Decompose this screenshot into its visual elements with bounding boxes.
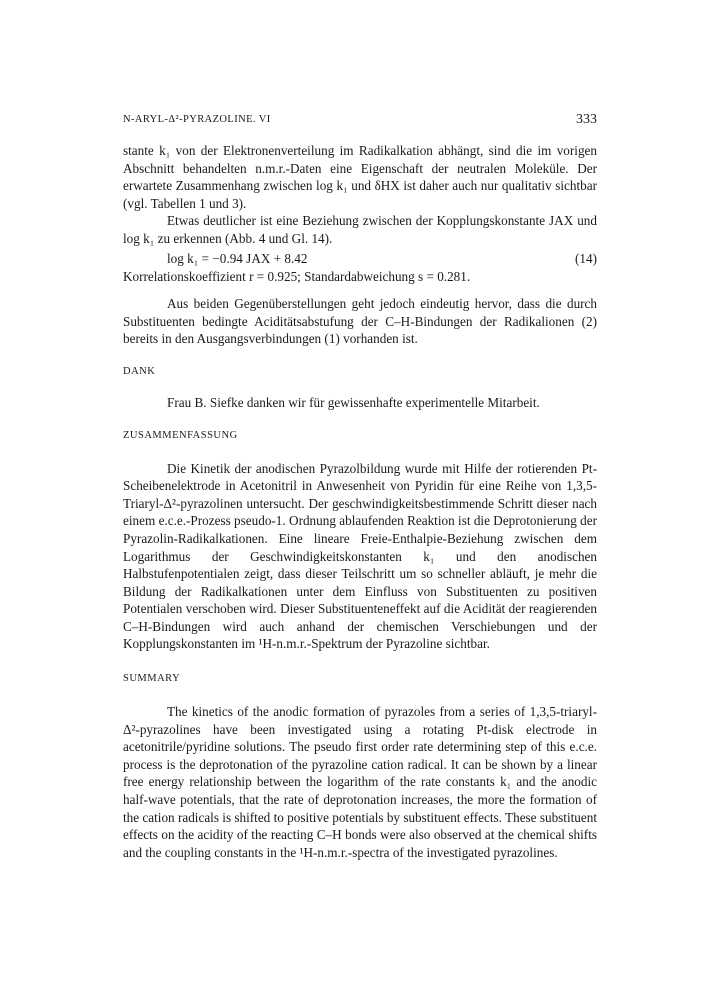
page-content: [123, 142, 597, 861]
summary-text: The kinetics of the anodic formation of pyrazoles from a series of 1,3,5-triaryl-Δ²-pyrazolines have been investigated using a rotating Pt-disk electrode in acetonitrile/pyridine solutions. The pseudo first order rate determining step of this e.c.e. process is the deprotonation of the pyrazoline cation radical. It can be shown by a linear free energy relationship between the logarithm of the rate constants k₁ and the anodic half-wave potentials, that the rate of deprotonation increases, the more the formation of the cation radicals is shifted to positive potentials by substituent effects. These substituent effects on the acidity of the reacting C–H bonds were also observed at the chemical shifts and the coupling constants in the ¹H-n.m.r.-spectra of the investigated pyrazolines.: [123, 704, 597, 860]
correlation-line: Korrelationskoeffizient r = 0.925; Standardabweichung s = 0.281.: [123, 268, 471, 284]
equation-number: (14): [575, 250, 597, 266]
zusammenfassung-text: Die Kinetik der anodischen Pyrazolbildung wurde mit Hilfe der rotierenden Pt-Scheibenelektrode in Acetonitril in Anwesenheit von Pyridin für eine Reihe von 1,3,5-Triaryl-Δ²-pyrazolinen untersucht. Der geschwindigkeitsbestimmende Schritt dieser nach einem e.c.e.-Prozess pseudo-1. Ordnung ablaufenden Reaktion ist die Deprotonierung der Pyrazolin-Radikalkationen. Eine lineare Freie-Enthalpie-Beziehung zwischen dem Logarithmus der Geschwindigkeitskonstanten k₁ und den anodischen Halbstufenpotentialen zeigt, dass dieser Teilschritt um so schneller abläuft, je mehr die Bildung der Radikalkationen unter dem Einfluss von Substituenten zu positiven Potentialen verschoben wird. Dieser Substituenteneffekt auf die Acidität der reagierenden C–H-Bindungen wird auch anhand der chemischen Verschiebungen und der Kopplungskonstanten im ¹H-n.m.r.-Spektrum der Pyrazoline sichtbar.: [123, 460, 597, 652]
heading-summary: SUMMARY: [123, 673, 181, 685]
equation-text: log k₁ = −0.94 JAX + 8.42: [167, 250, 308, 266]
running-title: N-ARYL-Δ²-PYRAZOLINE. VI: [123, 114, 271, 125]
running-header: [123, 114, 597, 130]
paragraph-coupling: Etwas deutlicher ist eine Beziehung zwischen der Kopplungskonstante JAX und log k₁ zu erkennen (Abb. 4 und Gl. 14).: [123, 213, 597, 246]
heading-zusammenfassung: ZUSAMMENFASSUNG: [123, 429, 238, 441]
paragraph-conclusion: Aus beiden Gegenüberstellungen geht jedoch eindeutig hervor, dass die durch Substituenten bedingte Aciditätsabstufung der C–H-Bindungen der Radikalionen (2) bereits in den Ausgangsverbindungen (1) vorhanden ist.: [123, 296, 597, 347]
equation-14: [123, 250, 597, 268]
acknowledgement-text: Frau B. Siefke danken wir für gewissenhafte experimentelle Mitarbeit.: [167, 394, 540, 410]
paragraph-continued: stante k₁ von der Elektronenverteilung im Radikalkation abhängt, sind die im vorigen Abschnitt behandelten n.m.r.-Daten eine Eigenschaft der neutralen Moleküle. Der erwartete Zusammenhang zwischen log k₁ und δHX ist daher auch nur qualitativ sichtbar (vgl. Tabellen 1 und 3).: [123, 143, 597, 211]
page-number: 333: [576, 112, 597, 127]
heading-dank: DANK: [123, 365, 156, 377]
